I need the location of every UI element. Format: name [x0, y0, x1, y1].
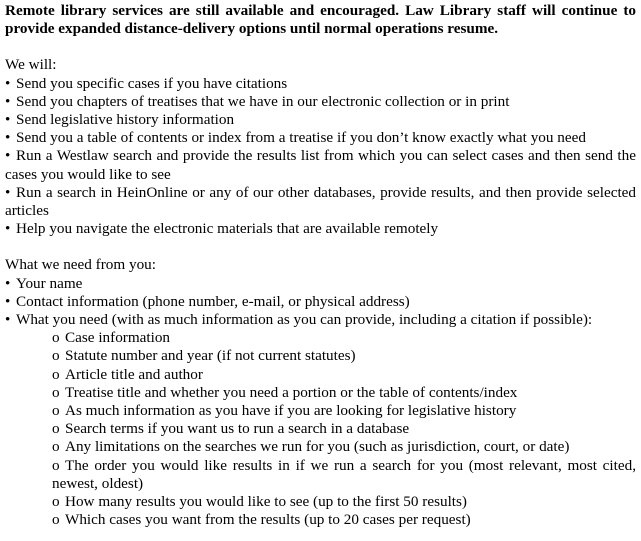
sub-bullet-glyph: o	[52, 456, 60, 474]
we-will-heading: We will:	[5, 56, 57, 74]
list-item: • Your name	[5, 274, 83, 292]
bullet-glyph: •	[5, 74, 11, 92]
bullet-glyph: •	[5, 129, 11, 147]
bullet-glyph: •	[5, 111, 11, 129]
sub-bullet-glyph: o	[52, 347, 60, 365]
sub-list-item: o The order you would like results in if we run a search for you (most relevant, most cited, newest, oldest)	[52, 456, 636, 492]
bullet-glyph: •	[5, 147, 11, 165]
sub-list-item: o Statute number and year (if not current statutes)	[52, 347, 356, 365]
sub-bullet-glyph: o	[52, 420, 60, 438]
intro-paragraph: Remote library services are still available and encouraged. Law Library staff will continue to provide expanded distance-delivery options until normal operations resume.	[5, 2, 636, 38]
sub-list-item: o Any limitations on the searches we run for you (such as jurisdiction, court, or date)	[52, 438, 570, 456]
need-from-you-list	[5, 275, 636, 530]
sub-bullet-glyph: o	[52, 402, 60, 420]
list-item: • Help you navigate the electronic materials that are available remotely	[5, 220, 439, 238]
sub-bullet-glyph: o	[52, 365, 60, 383]
list-item: • Run a search in HeinOnline or any of our other databases, provide results, and then provide selected articles	[5, 183, 636, 220]
sub-list-item: o Search terms if you want us to run a search in a database	[52, 420, 410, 438]
bullet-glyph: •	[5, 183, 11, 201]
sub-list-item: o Which cases you want from the results (up to 20 cases per request)	[52, 511, 471, 529]
we-will-list	[5, 75, 636, 239]
bullet-glyph: •	[5, 311, 11, 329]
bullet-glyph: •	[5, 274, 11, 292]
list-item: • Send you a table of contents or index from a treatise if you don’t know exactly what you need	[5, 129, 586, 147]
sub-list-item: o How many results you would like to see (up to the first 50 results)	[52, 493, 467, 511]
list-item: • Send legislative history information	[5, 111, 235, 129]
list-item: • Contact information (phone number, e-mail, or physical address)	[5, 292, 410, 310]
bullet-glyph: •	[5, 292, 11, 310]
sub-bullet-glyph: o	[52, 493, 60, 511]
need-from-you-heading: What we need from you:	[5, 256, 156, 274]
sub-bullet-glyph: o	[52, 438, 60, 456]
sub-bullet-glyph: o	[52, 383, 60, 401]
list-item: • What you need (with as much information as you can provide, including a citation if possible): o Case information o Statute number and year (if not current statutes) o Article title and author o Treatise title and whether you need a portion or the table of contents/index o As much information as you have if you are looking for legislative history o Search terms if you want us to run a search in a database o Any limitations on the searches we run for you (such as jurisdiction, court, or date) o The order you would like results in if we run a search for you (most relevant, most cited, newest, oldest) o How many results you would like to see (up to the first 50 results) o Which cases you want from the results (up to 20 cases per request)	[5, 311, 636, 529]
sub-list-item: o As much information as you have if you are looking for legislative history	[52, 402, 517, 420]
need-details-sublist	[5, 329, 636, 529]
sub-list-item: o Article title and author	[52, 365, 203, 383]
sub-bullet-glyph: o	[52, 329, 60, 347]
sub-list-item: o Treatise title and whether you need a portion or the table of contents/index	[52, 383, 518, 401]
list-item: • Run a Westlaw search and provide the results list from which you can select cases and then send the cases you would like to see	[5, 147, 636, 183]
bullet-glyph: •	[5, 92, 11, 110]
sub-bullet-glyph: o	[52, 511, 60, 529]
bullet-glyph: •	[5, 220, 11, 238]
list-item: • Send you chapters of treatises that we have in our electronic collection or in print	[5, 92, 510, 110]
sub-list-item: o Case information	[52, 329, 171, 347]
list-item: • Send you specific cases if you have citations	[5, 74, 288, 92]
